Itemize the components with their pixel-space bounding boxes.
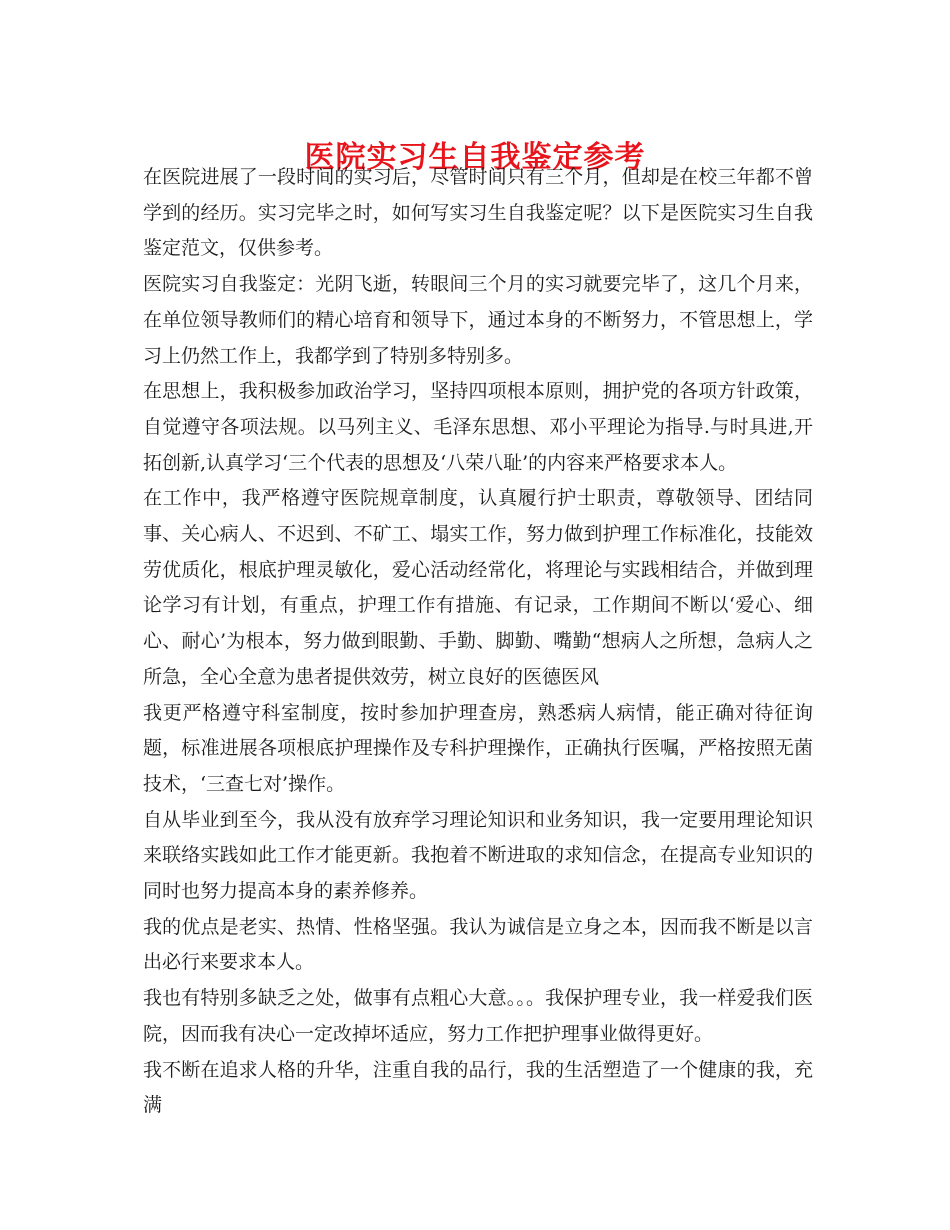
paragraph-intro: 在医院进展了一段时间的实习后，尽管时间只有三个月，但却是在校三年都不曾学到的经历。实习完毕之时，如何写实习生自我鉴定呢？以下是医院实习生自我鉴定范文，仅供参考。	[143, 166, 813, 260]
paragraph-summary: 医院实习自我鉴定：光阴飞逝，转眼间三个月的实习就要完毕了，这几个月来，在单位领导教师们的精心培育和领导下，通过本身的不断努力，不管思想上，学习上仍然工作上，我都学到了特别多特别多。	[143, 273, 813, 367]
document-title: 医院实习生自我鉴定参考	[304, 140, 646, 176]
paragraph-department: 我更严格遵守科室制度，按时参加护理查房，熟悉病人病情，能正确对待征询题，标准进展各项根底护理操作及专科护理操作，正确执行医嘱，严格按照无菌技术，‘三查七对’操作。	[143, 701, 813, 795]
paragraph-strengths: 我的优点是老实、热情、性格坚强。我认为诚信是立身之本，因而我不断是以言出必行来要求本人。	[143, 915, 813, 974]
paragraph-work: 在工作中，我严格遵守医院规章制度，认真履行护士职责，尊敬领导、团结同事、关心病人、不迟到、不矿工、塌实工作，努力做到护理工作标准化，技能效劳优质化，根底护理灵敏化，爱心活动经常化，将理论与实践相结合，并做到理论学习有计划，有重点，护理工作有措施、有记录，工作期间不断以‘爱心、细心、耐心’为根本，努力做到眼勤、手勤、脚勤、嘴勤“想病人之所想，急病人之所急，全心全意为患者提供效劳，树立良好的医德医风	[143, 487, 813, 688]
paragraph-thought: 在思想上，我积极参加政治学习，坚持四项根本原则，拥护党的各项方针政策，自觉遵守各项法规。以马列主义、毛泽东思想、邓小平理论为指导.与时具进,开拓创新,认真学习‘三个代表的思想及‘八荣八耻’的内容来严格要求本人。	[143, 380, 813, 474]
paragraph-weaknesses: 我也有特别多缺乏之处，做事有点粗心大意。。。我保护理专业，我一样爱我们医院，因而我有决心一定改掉坏适应，努力工作把护理事业做得更好。	[143, 987, 813, 1045]
document-body	[143, 160, 813, 1124]
paragraph-closing: 我不断在追求人格的升华，注重自我的品行，我的生活塑造了一个健康的我，充满	[143, 1058, 813, 1117]
paragraph-study: 自从毕业到至今，我从没有放弃学习理论知识和业务知识，我一定要用理论知识来联络实践如此工作才能更新。我抱着不断进取的求知信念，在提高专业知识的同时也努力提高本身的素养修养。	[143, 808, 813, 903]
